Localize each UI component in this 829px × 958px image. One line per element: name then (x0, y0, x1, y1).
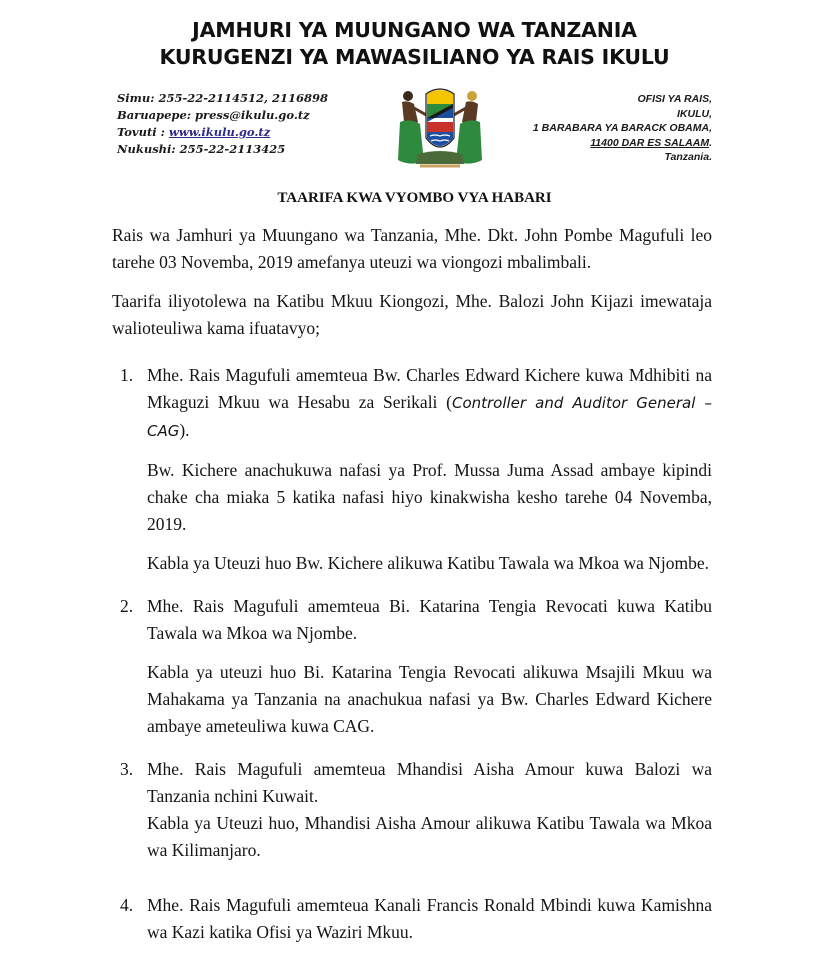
item-number: 1. (120, 365, 134, 385)
item-lead-end: ). (179, 420, 190, 440)
item-number: 3. (120, 759, 134, 779)
item-lead: Mhe. Rais Magufuli amemteua Kanali Francis Ronald Mbindi kuwa Kamishna wa Kazi katika Ofisi ya Waziri Mkuu. (147, 895, 712, 942)
document-body (112, 222, 712, 958)
item-paragraph: Kabla ya Uteuzi huo Bw. Kichere alikuwa Katibu Tawala wa Mkoa wa Njombe. (147, 553, 709, 573)
item-lead: Mhe. Rais Magufuli amemteua Mhandisi Aisha Amour kuwa Balozi wa Tanzania nchini Kuwait. (147, 759, 712, 806)
website-label: Tovuti : (117, 125, 169, 139)
item-lead-italic: Controller and Auditor General – CAG (147, 394, 713, 440)
shield (426, 89, 454, 147)
header-title-line2: KURUGENZI YA MAWASILIANO YA RAIS IKULU (159, 45, 670, 69)
item-paragraph: Bw. Kichere anachukuwa nafasi ya Prof. Mussa Juma Assad ambaye kipindi chake cha miaka 5 katika nafasi hiyo kinakwisha kesho tarehe 04 Novemba, 2019. (147, 460, 712, 534)
contact-fax: Nukushi: 255-22-2113425 (117, 142, 286, 156)
item-number: 2. (120, 596, 134, 616)
contact-website (117, 124, 328, 141)
address-line1: OFISI YA RAIS, (637, 93, 712, 105)
address-line4 (533, 136, 712, 151)
base-mound (416, 151, 464, 164)
list-item-3 (112, 756, 712, 864)
address-line2: IKULU, (677, 107, 712, 120)
item-lead (147, 362, 712, 445)
item-number: 4. (120, 895, 134, 915)
website-link[interactable]: www.ikulu.go.tz (168, 125, 271, 139)
header-title-line1: JAMHURI YA MUUNGANO WA TANZANIA (192, 18, 637, 42)
list-item-1 (112, 362, 712, 577)
item-paragraph: Kabla ya uteuzi huo Bi. Katarina Tengia Revocati alikuwa Msajili Mkuu wa Mahakama ya Tanzania na anachukua nafasi ya Bw. Charles Edward Kichere ambaye ameteuliwa kuwa CAG. (147, 662, 712, 736)
contact-block (117, 90, 328, 158)
intro-paragraph-1: Rais wa Jamhuri ya Muungano wa Tanzania, Mhe. Dkt. John Pombe Magufuli leo tarehe 03 Novemba, 2019 amefanya uteuzi wa viongozi mbalimbali. (112, 225, 712, 272)
document-title: TAARIFA KWA VYOMBO VYA HABARI (277, 190, 552, 206)
address-postal-suffix: . (709, 136, 712, 149)
address-postal: 11400 DAR ES SALAAM (590, 136, 710, 149)
intro-paragraph-2: Taarifa iliyotolewa na Katibu Mkuu Kiongozi, Mhe. Balozi John Kijazi imewataja walioteuliwa kama ifuatavyo; (112, 291, 712, 338)
item-lead: Mhe. Rais Magufuli amemteua Bi. Katarina Tengia Revocati kuwa Katibu Tawala wa Mkoa wa Njombe. (147, 596, 712, 643)
address-block (533, 92, 712, 165)
item-lead-text: Mhe. Rais Magufuli amemteua Bw. Charles Edward Kichere kuwa Mdhibiti na Mkaguzi Mkuu wa Hesabu za Serikali ( (147, 365, 712, 412)
list-item-4 (112, 892, 712, 946)
item-paragraph: Kabla ya Uteuzi huo, Mhandisi Aisha Amour alikuwa Katibu Tawala wa Mkoa wa Kilimanjaro. (147, 813, 712, 860)
address-line3: 1 BARABARA YA BARACK OBAMA, (532, 122, 712, 134)
coat-of-arms-icon (390, 82, 490, 172)
address-line5: Tanzania. (664, 151, 712, 163)
list-item-2 (112, 593, 712, 740)
contact-phone: Simu: 255-22-2114512, 2116898 (117, 91, 329, 105)
appointments-list (112, 362, 712, 946)
contact-email: Baruapepe: press@ikulu.go.tz (117, 108, 310, 122)
